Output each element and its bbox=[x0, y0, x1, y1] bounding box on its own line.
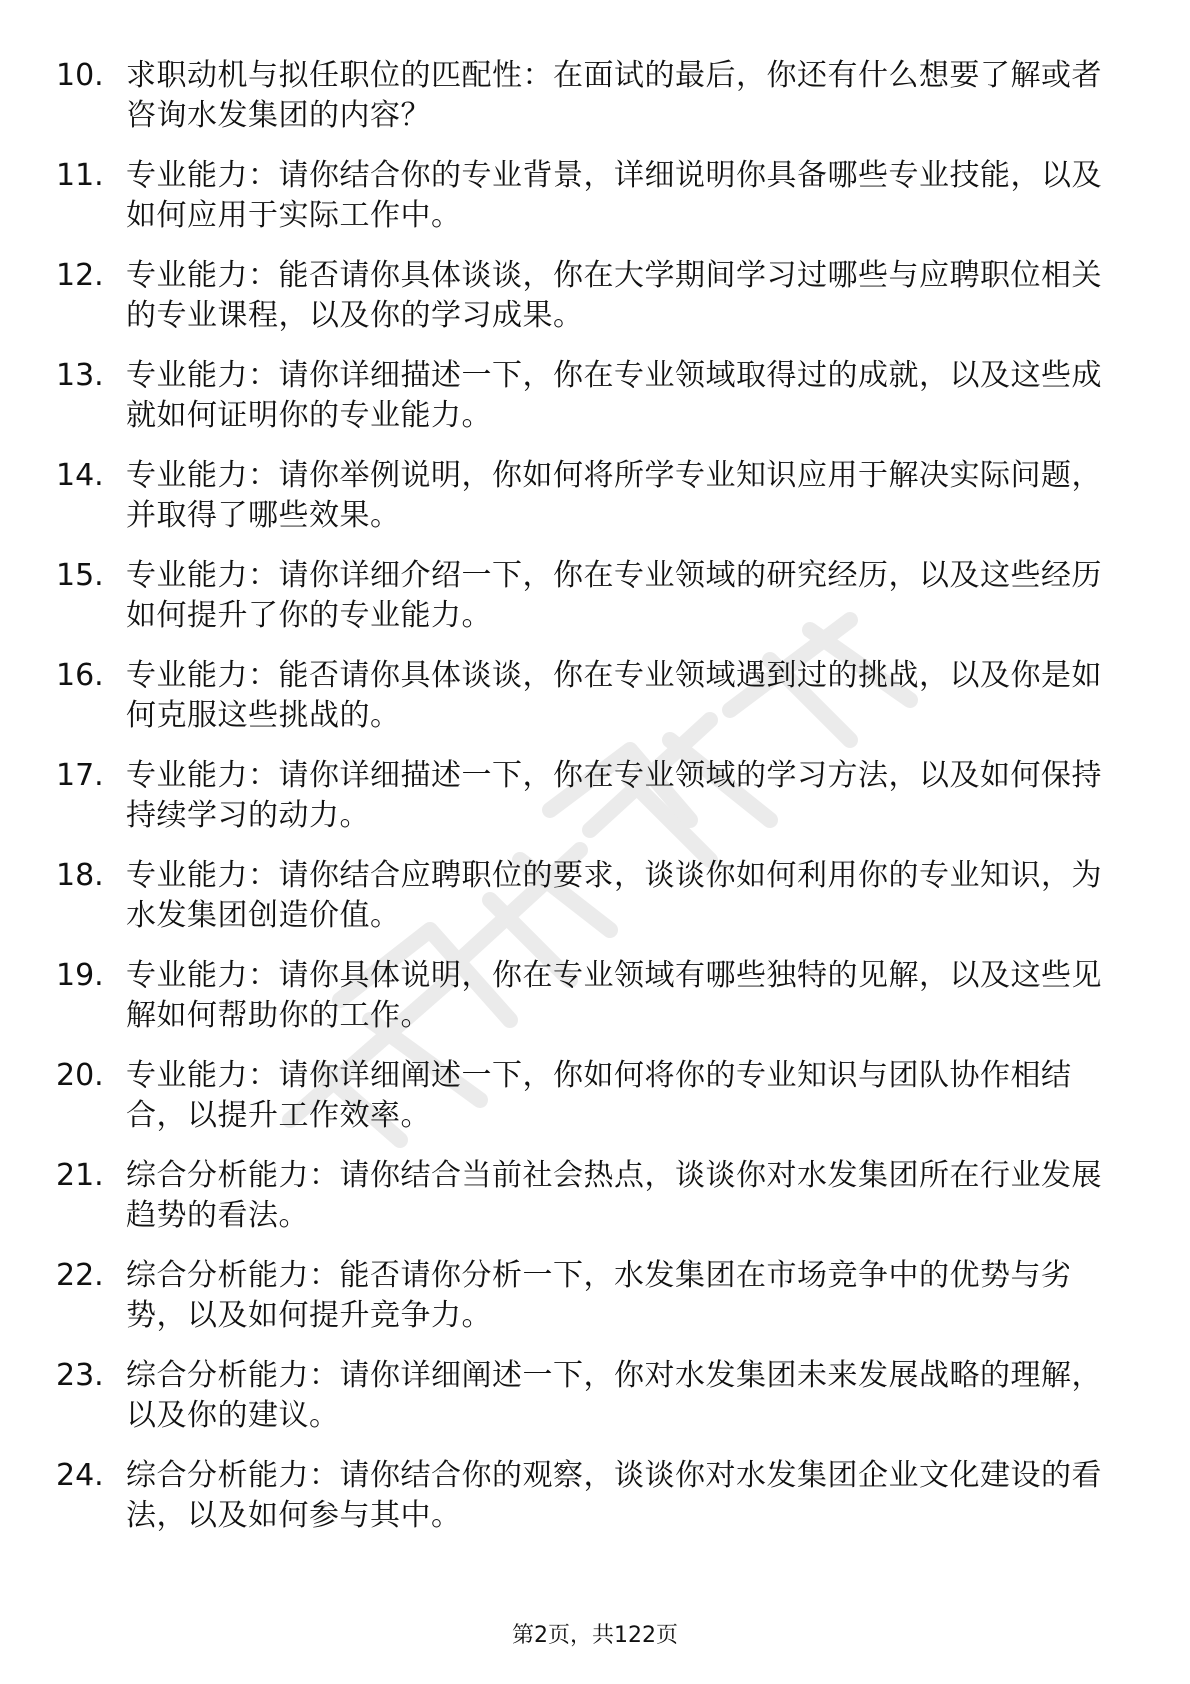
question-number: 18. bbox=[56, 858, 104, 893]
question-number: 12. bbox=[56, 258, 104, 293]
question-text: 专业能力：请你详细描述一下，你在专业领域取得过的成就，以及这些成就如何证明你的专业能力。 bbox=[126, 358, 1102, 433]
question-text: 专业能力：请你结合应聘职位的要求，谈谈你如何利用你的专业知识，为水发集团创造价值。 bbox=[126, 858, 1102, 933]
question-number: 21. bbox=[56, 1158, 104, 1193]
question-text: 专业能力：能否请你具体谈谈，你在大学期间学习过哪些与应聘职位相关的专业课程，以及你的学习成果。 bbox=[126, 258, 1102, 333]
question-number: 15. bbox=[56, 558, 104, 593]
question-number: 17. bbox=[56, 758, 104, 793]
question-text: 专业能力：请你举例说明，你如何将所学专业知识应用于解决实际问题，并取得了哪些效果。 bbox=[126, 458, 1102, 533]
question-item bbox=[56, 56, 1116, 156]
question-text: 专业能力：请你详细介绍一下，你在专业领域的研究经历，以及这些经历如何提升了你的专业能力。 bbox=[126, 558, 1102, 633]
question-number: 16. bbox=[56, 658, 104, 693]
question-list bbox=[56, 56, 1116, 1556]
question-item bbox=[56, 356, 1116, 456]
question-number: 22. bbox=[56, 1258, 104, 1293]
question-text: 专业能力：请你具体说明，你在专业领域有哪些独特的见解，以及这些见解如何帮助你的工作。 bbox=[126, 958, 1102, 1033]
question-text: 综合分析能力：请你详细阐述一下，你对水发集团未来发展战略的理解，以及你的建议。 bbox=[126, 1358, 1102, 1433]
question-item bbox=[56, 956, 1116, 1056]
question-number: 23. bbox=[56, 1358, 104, 1393]
question-number: 20. bbox=[56, 1058, 104, 1093]
question-number: 10. bbox=[56, 58, 104, 93]
question-text: 专业能力：请你结合你的专业背景，详细说明你具备哪些专业技能，以及如何应用于实际工作中。 bbox=[126, 158, 1102, 233]
question-item bbox=[56, 1256, 1116, 1356]
question-number: 24. bbox=[56, 1458, 104, 1493]
question-number: 11. bbox=[56, 158, 104, 193]
question-item bbox=[56, 556, 1116, 656]
question-text: 专业能力：能否请你具体谈谈，你在专业领域遇到过的挑战，以及你是如何克服这些挑战的。 bbox=[126, 658, 1102, 733]
question-item bbox=[56, 456, 1116, 556]
question-text: 综合分析能力：请你结合当前社会热点，谈谈你对水发集团所在行业发展趋势的看法。 bbox=[126, 1158, 1102, 1233]
question-item bbox=[56, 1456, 1116, 1556]
question-number: 19. bbox=[56, 958, 104, 993]
question-item bbox=[56, 856, 1116, 956]
question-text: 综合分析能力：请你结合你的观察，谈谈你对水发集团企业文化建设的看法，以及如何参与其中。 bbox=[126, 1458, 1102, 1533]
question-item bbox=[56, 1156, 1116, 1256]
question-text: 综合分析能力：能否请你分析一下，水发集团在市场竞争中的优势与劣势，以及如何提升竞争力。 bbox=[126, 1258, 1072, 1333]
question-item bbox=[56, 256, 1116, 356]
question-item bbox=[56, 1056, 1116, 1156]
question-item bbox=[56, 156, 1116, 256]
question-number: 13. bbox=[56, 358, 104, 393]
question-text: 求职动机与拟任职位的匹配性：在面试的最后，你还有什么想要了解或者咨询水发集团的内容？ bbox=[126, 58, 1102, 133]
question-text: 专业能力：请你详细描述一下，你在专业领域的学习方法，以及如何保持持续学习的动力。 bbox=[126, 758, 1102, 833]
page-number-footer: 第2页，共122页 bbox=[512, 1623, 678, 1648]
question-number: 14. bbox=[56, 458, 104, 493]
question-item bbox=[56, 1356, 1116, 1456]
question-item bbox=[56, 656, 1116, 756]
question-text: 专业能力：请你详细阐述一下，你如何将你的专业知识与团队协作相结合，以提升工作效率。 bbox=[126, 1058, 1072, 1133]
question-item bbox=[56, 756, 1116, 856]
